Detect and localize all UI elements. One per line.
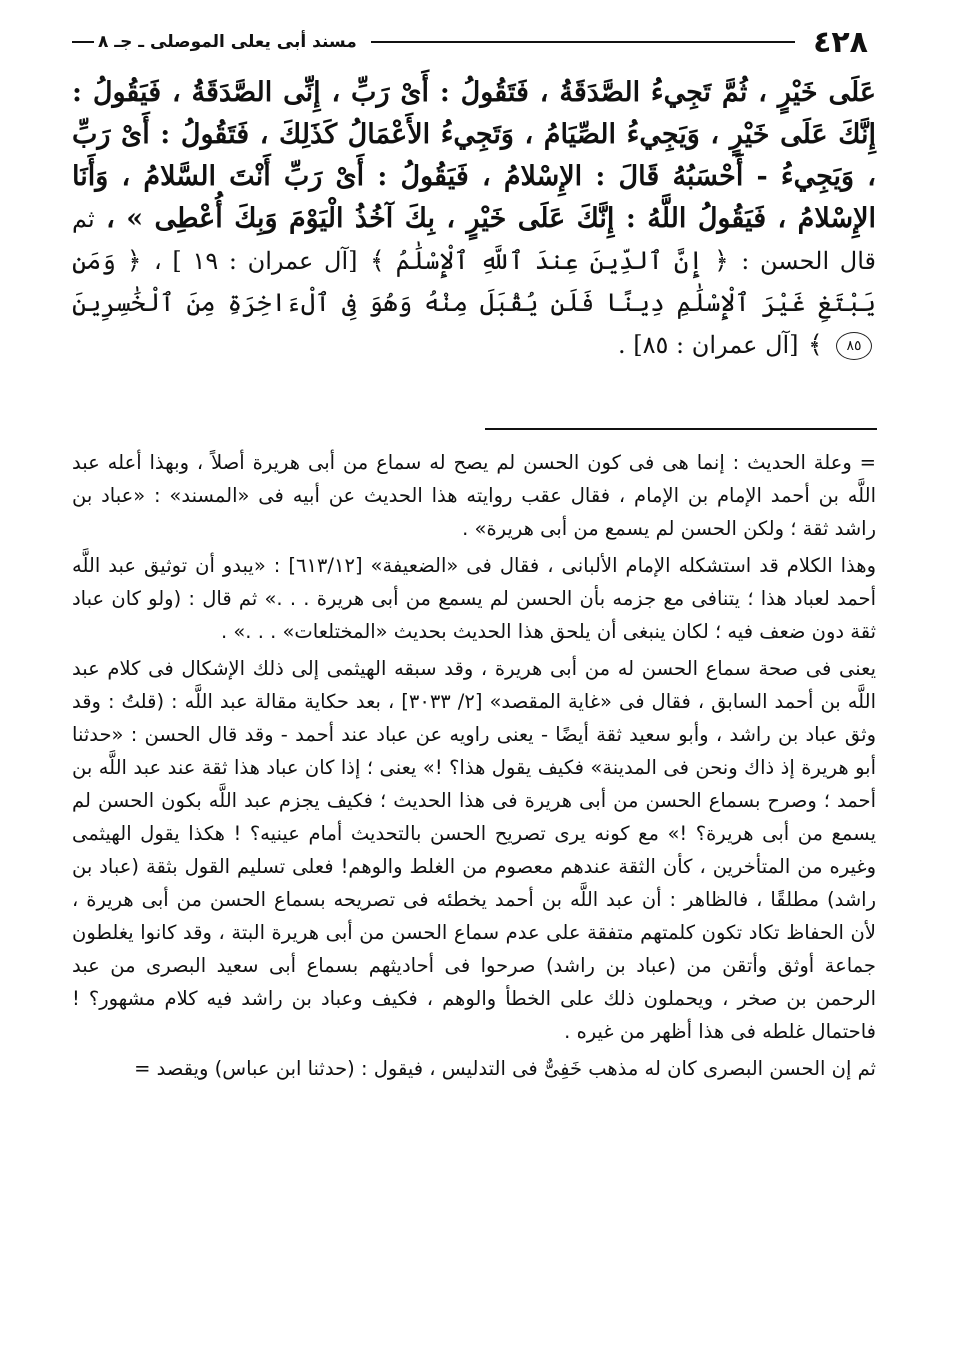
hasan-statement: ثم قال الحسن : (72, 205, 876, 275)
ayah-number-icon: ٨٥ (836, 332, 872, 360)
quran-verse-2: ﴿ وَمَن يَبْتَغِ غَيْرَ ٱلْإِسْلَٰمِ دِينًا فَلَن يُقْبَلَ مِنْهُ وَهُوَ فِى ٱلْءَاخِرَةِ مِنَ ٱلْخَٰسِرِينَ (72, 246, 876, 317)
quran-verse-2-close: ﴾ (807, 330, 823, 359)
footnote-paragraph: = وعلة الحديث : إنما هى فى كون الحسن لم يصح له سماع من أبى هريرة أصلاً ، وبهذا أعله عبد اللَّه بن أحمد الإمام بن الإمام ، فقال عقب روايته هذا الحديث عن أبيه فى «المسند» : «عباد بن راشد ثقة ؛ ولكن الحسن لم يسمع من أبى هريرة» . (72, 451, 876, 540)
footnote-paragraph: ثم إن الحسن البصرى كان له مذهب خَفِىٌّ فى التدليس ، فيقول : (حدثنا ابن عباس) ويقصد = (134, 1057, 876, 1080)
page-number: ٤٢٨ (813, 24, 868, 60)
footnote-paragraph: يعنى فى صحة سماع الحسن له من أبى هريرة ، وقد سبقه الهيثمى إلى ذلك الإشكال فى كلام عبد اللَّه بن أحمد السابق ، فقال فى «غاية المقصد» [٢/ ٣٠٣٣] ، بعد حكاية مقالة عبد اللَّه : (قلتُ : وقد وثق عباد بن راشد ، وأبو سعيد ثقة أيضًا - يعنى راويه عن عباد عند أحمد - وقد قال الحسن : «حدثنا أبو هريرة إذ ذاك ونحن فى المدينة» فكيف يقول هذا؟ !» يعنى ؛ إذا كان عباد هذا ثقة عند عبد اللَّه بن أحمد ؛ وصرح بسماع الحسن من أبى هريرة فى هذا الحديث ؛ فكيف يجزم عبد اللَّه بكون الحسن لم يسمع من أبى هريرة؟ !» مع كونه يرى تصريح الحسن بالتحديث أمام عينيه؟ ! هكذا يقول الهيثمى وغيره من المتأخرين ، كأن الثقة عندهم معصوم من الغلط والوهم! فعلى تسليم القول بثقة (عباد بن راشد) مطلقًا ، فالظاهر : أن عبد اللَّه بن أحمد يخطئه فى تصريحه بسماع الحسن من أبى هريرة ، لأن الحفاظ تكاد تكون كلمتهم متفقة على عدم سماع الحسن من أبى هريرة البتة ، وقد كانوا يغلطون جماعة أوثق وأتقن من (عباد بن راشد) صرحوا فى أحاديثهم بسماع أبى سعيد البصرى من عبد الرحمن بن صخر ، ويحملون ذلك على الخطأ والوهم ، فكيف وعباد بن راشد فيه كلام مشهور؟ ! فاحتمال غلطه فى هذا أظهر من غيره . (72, 657, 876, 1043)
running-title: مسند أبى يعلى الموصلى ـ جـ ٨ (98, 32, 357, 52)
page-header (72, 24, 876, 60)
verse-reference-2: [آل عمران : ٨٥] . (617, 331, 799, 359)
footnotes (72, 446, 876, 1089)
header-dash (72, 41, 94, 43)
verse-reference-1: [آل عمران : ١٩ ] ، (154, 247, 358, 275)
footnote-paragraph: وهذا الكلام قد استشكله الإمام الألبانى ، فقال فى «الضعيفة» [٦١٣/١٢] : «يبدو أن توثيق عبد اللَّه أحمد لعباد هذا ؛ يتنافى مع جزمه بأن الحسن لم يسمع من أبى هريرة . . .» ثم قال : (ولو كان عباد ثقة دون ضعف فيه ؛ لكان ينبغى أن يلحق هذا الحديث بحديث «المختلعات» . . .» . (72, 554, 876, 643)
header-rule (371, 41, 795, 43)
hadith-segment: عَلَى خَيْرٍ ، ثُمَّ تَجِيءُ الصَّدَقَةُ ، فَتَقُولُ : أَىْ رَبِّ ، إِنِّى الصَّدَقَةُ ، فَيَقُولُ : إِنَّكَ عَلَى خَيْرٍ ، وَيَجِيءُ الصِّيَامُ ، وَتَجِيءُ الأَعْمَالُ كَذَلِكَ ، فَتَقُولُ : أَىْ رَبِّ ، وَيَجِيءُ - أَحْسَبُهُ قَالَ : الإِسْلامُ ، فَيَقُولُ : أَىْ رَبِّ أَنْتَ السَّلامُ ، وَأَنَا الإِسْلامُ ، فَيَقُولُ اللَّهُ : إِنَّكَ عَلَى خَيْرٍ ، بِكَ آخُذُ الْيَوْمَ وَبِكَ أُعْطِى » ، (72, 77, 877, 234)
footnote-separator (485, 428, 877, 430)
hadith-text (72, 72, 876, 366)
quran-verse-1: ﴿ إِنَّ ٱلدِّينَ عِندَ ٱللَّهِ ٱلْإِسْلَٰمُ ﴾ (369, 246, 729, 275)
